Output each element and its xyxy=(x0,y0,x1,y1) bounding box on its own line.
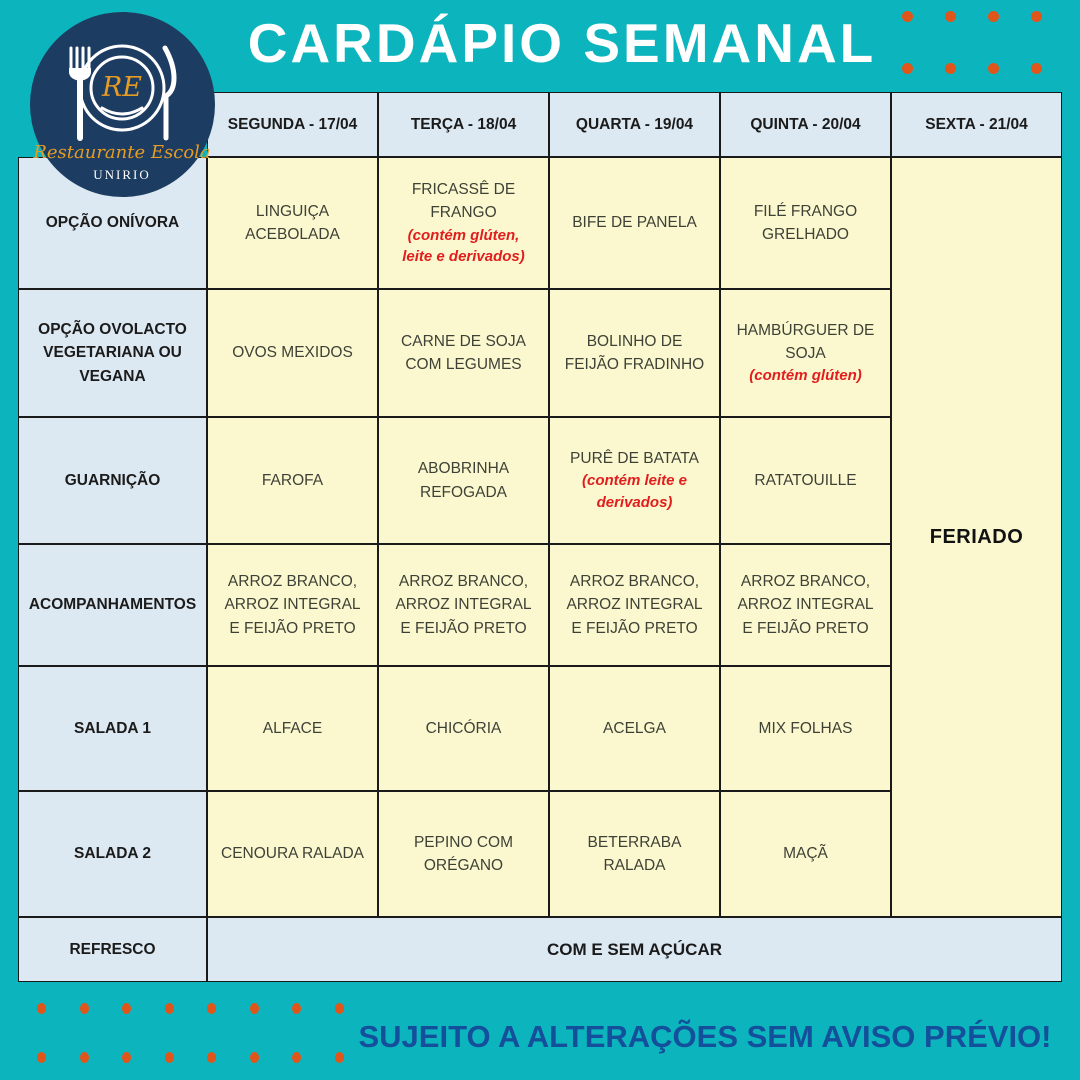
menu-cell xyxy=(720,544,891,666)
day-header-quinta: QUINTA - 20/04 xyxy=(720,92,891,157)
dish-name: MAÇÃ xyxy=(783,845,828,863)
logo-initials: RE xyxy=(101,72,143,103)
dot-icon xyxy=(988,11,999,22)
dish-name: MIX FOLHAS xyxy=(758,719,853,737)
dot-icon xyxy=(1031,11,1042,22)
dish-name: CARNE DE SOJA COM LEGUMES xyxy=(401,332,526,373)
menu-cell xyxy=(207,157,378,289)
dish-name: BOLINHO DE FEIJÃO FRADINHO xyxy=(564,332,705,373)
dot-icon xyxy=(165,1052,174,1063)
dish-name: OVOS MEXIDOS xyxy=(232,344,353,362)
menu-cell xyxy=(207,289,378,417)
menu-cell xyxy=(207,544,378,666)
holiday-cell: FERIADO xyxy=(891,157,1062,917)
dish-name: ABOBRINHA REFOGADA xyxy=(417,460,510,501)
dot-icon xyxy=(165,1003,174,1014)
dot-icon xyxy=(122,1052,131,1063)
dot-icon xyxy=(250,1003,259,1014)
menu-cell xyxy=(378,791,549,917)
logo-plate-cutlery-icon xyxy=(30,12,215,197)
row-label-refresco: REFRESCO xyxy=(18,917,207,982)
row-label-opcao-ovolacto: OPÇÃO OVOLACTO VEGETARIANA OU VEGANA xyxy=(18,289,207,417)
menu-cell xyxy=(549,289,720,417)
restaurant-logo xyxy=(30,12,215,197)
dish-name: ARROZ BRANCO, ARROZ INTEGRAL E FEIJÃO PRETO xyxy=(566,573,703,637)
menu-table xyxy=(18,92,1062,982)
menu-cell xyxy=(378,417,549,544)
allergen-note: (contém glúten, leite e derivados) xyxy=(402,226,525,266)
dot-icon xyxy=(292,1052,301,1063)
dot-icon xyxy=(902,63,913,74)
menu-cell xyxy=(720,791,891,917)
day-header-quarta: QUARTA - 19/04 xyxy=(549,92,720,157)
menu-cell xyxy=(207,791,378,917)
dot-icon xyxy=(945,11,956,22)
row-label-salada-2: SALADA 2 xyxy=(18,791,207,917)
day-header-sexta: SEXTA - 21/04 xyxy=(891,92,1062,157)
dot-icon xyxy=(292,1003,301,1014)
menu-cell xyxy=(207,666,378,791)
dot-icon xyxy=(122,1003,131,1014)
menu-cell xyxy=(720,666,891,791)
day-header-segunda: SEGUNDA - 17/04 xyxy=(207,92,378,157)
dish-name: CHICÓRIA xyxy=(425,719,502,737)
dish-name: ARROZ BRANCO, ARROZ INTEGRAL E FEIJÃO PRETO xyxy=(224,573,361,637)
logo-org: UNIRIO xyxy=(93,167,151,182)
menu-cell xyxy=(378,157,549,289)
menu-cell xyxy=(549,666,720,791)
dish-name: BETERRABA RALADA xyxy=(587,833,682,874)
page-title: CARDÁPIO SEMANAL xyxy=(247,12,877,74)
dish-name: FILÉ FRANGO GRELHADO xyxy=(753,202,858,243)
decor-dots-top-right xyxy=(902,11,1074,74)
dot-icon xyxy=(945,63,956,74)
dot-icon xyxy=(335,1003,344,1014)
allergen-note: (contém leite e derivados) xyxy=(581,472,688,512)
row-label-salada-1: SALADA 1 xyxy=(18,666,207,791)
menu-cell xyxy=(549,544,720,666)
dish-name: PEPINO COM ORÉGANO xyxy=(413,833,514,874)
menu-cell xyxy=(720,417,891,544)
row-label-guarnicao: GUARNIÇÃO xyxy=(18,417,207,544)
menu-cell xyxy=(207,417,378,544)
menu-cell xyxy=(378,666,549,791)
row-label-acompanhamentos: ACOMPANHAMENTOS xyxy=(18,544,207,666)
dish-name: BIFE DE PANELA xyxy=(572,214,697,232)
day-header-terca: TERÇA - 18/04 xyxy=(378,92,549,157)
dot-icon xyxy=(80,1003,89,1014)
dot-icon xyxy=(902,11,913,22)
menu-cell xyxy=(549,791,720,917)
dot-icon xyxy=(37,1003,46,1014)
menu-cell xyxy=(720,289,891,417)
dish-name: RATATOUILLE xyxy=(754,471,857,489)
dot-icon xyxy=(988,63,999,74)
decor-dots-bottom-left xyxy=(37,1003,377,1062)
row-label-opcao-onivora: OPÇÃO ONÍVORA xyxy=(18,157,207,289)
dish-name: ARROZ BRANCO, ARROZ INTEGRAL E FEIJÃO PRETO xyxy=(737,573,874,637)
dish-name: PURÊ DE BATATA xyxy=(570,450,699,468)
allergen-note: (contém glúten) xyxy=(749,367,862,385)
menu-cell xyxy=(378,289,549,417)
menu-cell xyxy=(549,157,720,289)
dish-name: FAROFA xyxy=(261,471,324,489)
logo-name: Restaurante Escola xyxy=(33,142,211,163)
dish-name: LINGUIÇA ACEBOLADA xyxy=(245,202,340,243)
menu-cell xyxy=(378,544,549,666)
dot-icon xyxy=(250,1052,259,1063)
dish-name: ARROZ BRANCO, ARROZ INTEGRAL E FEIJÃO PRETO xyxy=(395,573,532,637)
dot-icon xyxy=(207,1003,216,1014)
dot-icon xyxy=(1031,63,1042,74)
dish-name: FRICASSÊ DE FRANGO xyxy=(411,181,516,222)
dot-icon xyxy=(207,1052,216,1063)
menu-cell xyxy=(549,417,720,544)
dot-icon xyxy=(80,1052,89,1063)
footer-note: SUJEITO A ALTERAÇÕES SEM AVISO PRÉVIO! xyxy=(358,1019,1052,1054)
dish-name: CENOURA RALADA xyxy=(221,845,364,863)
menu-cell xyxy=(720,157,891,289)
dish-name: HAMBÚRGUER DE SOJA xyxy=(736,321,875,363)
dish-name: ALFACE xyxy=(262,719,323,737)
refresco-value-cell: COM E SEM AÇÚCAR xyxy=(207,917,1062,982)
dish-name: ACELGA xyxy=(603,719,666,737)
dot-icon xyxy=(37,1052,46,1063)
